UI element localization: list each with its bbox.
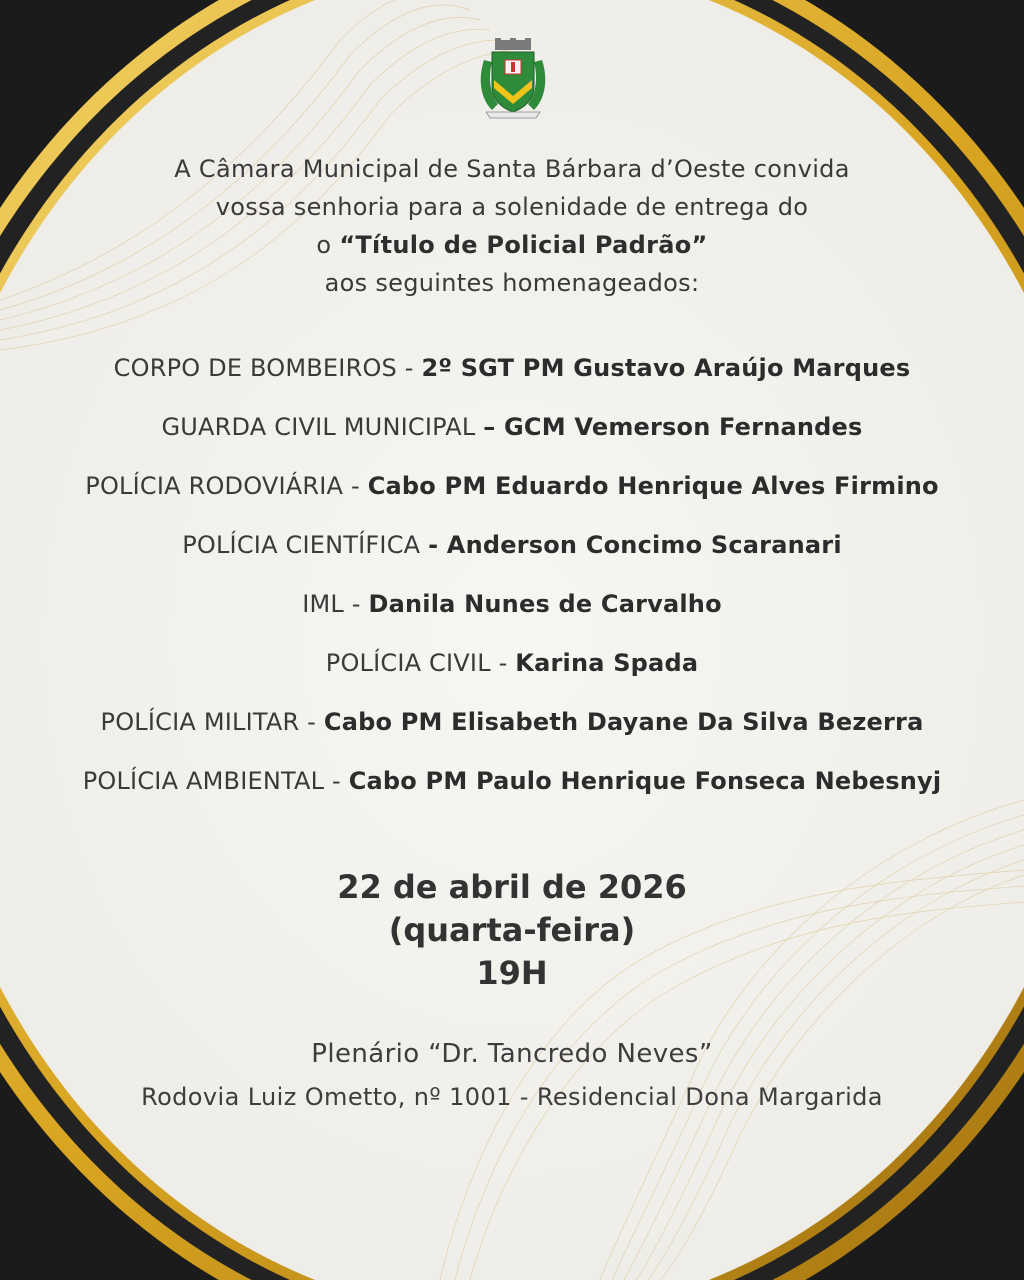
- invitation-intro: [0, 150, 1024, 302]
- municipal-coat-of-arms-icon: [478, 38, 548, 120]
- honoree-row: [0, 700, 1024, 759]
- honoree-name: Cabo PM Elisabeth Dayane Da Silva Bezerra: [323, 708, 924, 736]
- venue-details: [0, 1034, 1024, 1120]
- honoree-row: [0, 346, 1024, 405]
- honoree-row: [0, 523, 1024, 582]
- honoree-unit: CORPO DE BOMBEIROS -: [113, 354, 422, 382]
- honoree-row: [0, 641, 1024, 700]
- honoree-name: - Anderson Concimo Scaranari: [428, 531, 842, 559]
- intro-line-3-prefix: o: [316, 231, 340, 259]
- award-title: “Título de Policial Padrão”: [339, 231, 708, 259]
- intro-line-3: [0, 226, 1024, 264]
- honoree-name: 2º SGT PM Gustavo Araújo Marques: [421, 354, 911, 382]
- honoree-row: [0, 464, 1024, 523]
- honoree-name: – GCM Vemerson Fernandes: [483, 413, 863, 441]
- intro-line-2: vossa senhoria para a solenidade de entrega do: [215, 193, 809, 221]
- honoree-unit: POLÍCIA AMBIENTAL -: [82, 767, 349, 795]
- honoree-row: [0, 582, 1024, 641]
- honoree-unit: POLÍCIA MILITAR -: [100, 708, 324, 736]
- honoree-unit: POLÍCIA RODOVIÁRIA -: [85, 472, 368, 500]
- event-details: [0, 866, 1024, 995]
- venue-address: Rodovia Luiz Ometto, nº 1001 - Residencial Dona Margarida: [141, 1083, 883, 1111]
- honoree-unit: POLÍCIA CIVIL -: [325, 649, 516, 677]
- honoree-row: [0, 759, 1024, 818]
- honoree-name: Danila Nunes de Carvalho: [368, 590, 722, 618]
- intro-line-1: A Câmara Municipal de Santa Bárbara d’Oeste convida: [174, 155, 850, 183]
- honoree-unit: POLÍCIA CIENTÍFICA: [182, 531, 429, 559]
- honoree-name: Karina Spada: [515, 649, 699, 677]
- honoree-name: Cabo PM Paulo Henrique Fonseca Nebesnyj: [348, 767, 942, 795]
- intro-line-4: aos seguintes homenageados:: [324, 269, 700, 297]
- event-weekday: (quarta-feira): [388, 911, 636, 949]
- event-date: 22 de abril de 2026: [337, 868, 687, 906]
- venue-hall: Plenário “Dr. Tancredo Neves”: [311, 1039, 713, 1069]
- event-time: 19H: [476, 954, 548, 992]
- honoree-name: Cabo PM Eduardo Henrique Alves Firmino: [367, 472, 939, 500]
- honorees-list: [0, 346, 1024, 818]
- honoree-unit: IML -: [302, 590, 369, 618]
- honoree-unit: GUARDA CIVIL MUNICIPAL: [161, 413, 484, 441]
- honoree-row: [0, 405, 1024, 464]
